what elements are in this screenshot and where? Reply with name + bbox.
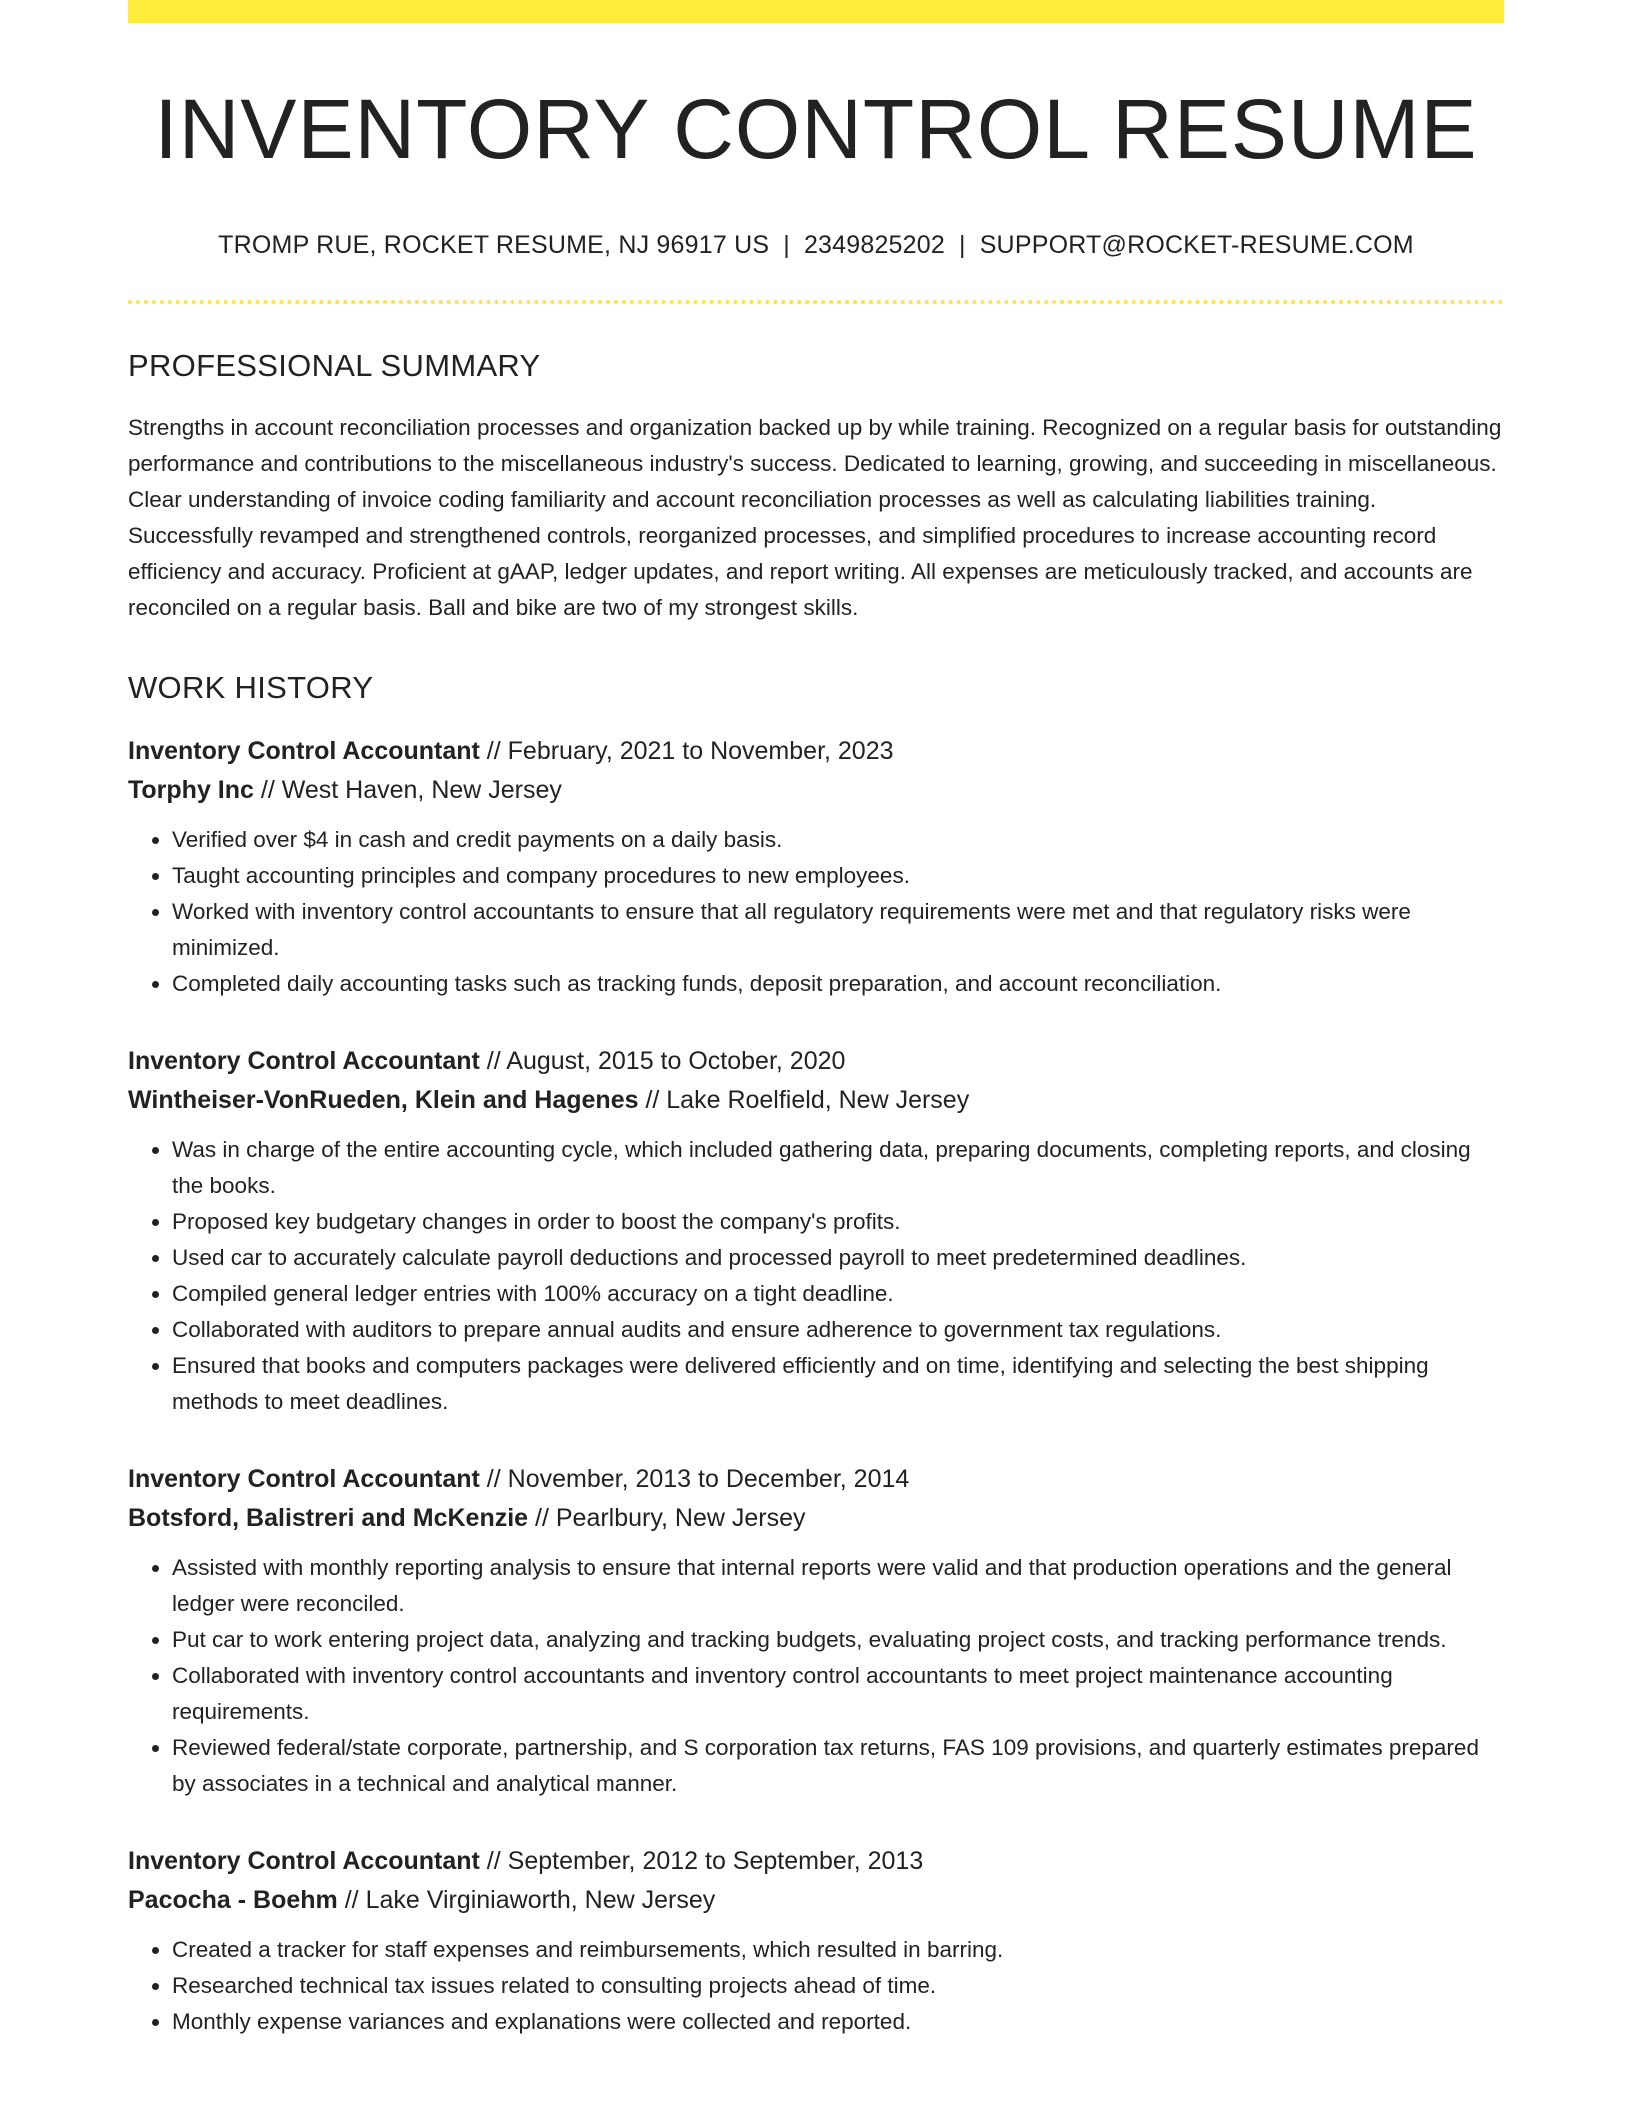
- accent-bar: [128, 0, 1504, 23]
- job-entry: [128, 1042, 1504, 1420]
- job-title: Inventory Control Accountant: [128, 1047, 480, 1076]
- job-bullet: • Created a tracker for staff expenses and reimbursements, which resulted in barring.: [172, 1932, 1504, 1968]
- job-dates: // August, 2015 to October, 2020: [479, 1047, 846, 1076]
- job-company: Pacocha - Boehm: [128, 1886, 338, 1915]
- job-dates: // November, 2013 to December, 2014: [479, 1465, 910, 1494]
- dotted-divider: [128, 300, 1504, 304]
- job-dates: // February, 2021 to November, 2023: [479, 737, 894, 766]
- contact-separator: |: [958, 231, 966, 260]
- contact-separator: |: [783, 231, 790, 260]
- job-bullet: • Researched technical tax issues related to consulting projects ahead of time.: [172, 1968, 1504, 2004]
- job-company-line: [128, 771, 1504, 810]
- job-bullet: • Collaborated with auditors to prepare annual audits and ensure adherence to government tax regulations.: [172, 1312, 1504, 1348]
- job-title: Inventory Control Accountant: [128, 737, 480, 766]
- job-bullets: [128, 1132, 1504, 1420]
- job-bullet: • Compiled general ledger entries with 100% accuracy on a tight deadline.: [172, 1276, 1504, 1312]
- job-location: // Pearlbury, New Jersey: [528, 1504, 806, 1533]
- work-history-heading: WORK HISTORY: [128, 670, 374, 706]
- job-dates: // September, 2012 to September, 2013: [479, 1847, 924, 1876]
- job-bullets: [128, 1932, 1504, 2040]
- job-bullet: • Reviewed federal/state corporate, partnership, and S corporation tax returns, FAS 109 provisions, and quarterly estimates prepared by associates in a technical and analytical manner.: [172, 1730, 1504, 1802]
- job-bullet: • Worked with inventory control accountants to ensure that all regulatory requirements were met and that regulatory risks were minimized.: [172, 894, 1504, 966]
- resume-title: INVENTORY CONTROL RESUME: [154, 82, 1478, 176]
- job-list: [128, 732, 1504, 2040]
- contact-line: [128, 231, 1504, 260]
- job-bullet: • Put car to work entering project data, analyzing and tracking budgets, evaluating project costs, and tracking performance trends.: [172, 1622, 1504, 1658]
- resume-page: [128, 0, 1504, 2040]
- contact-phone: 2349825202: [803, 231, 945, 260]
- job-title-line: [128, 732, 1504, 771]
- contact-address: TROMP RUE, ROCKET RESUME, NJ 96917 US: [218, 231, 770, 260]
- job-entry: [128, 732, 1504, 1002]
- summary-heading: PROFESSIONAL SUMMARY: [128, 348, 541, 384]
- job-company-line: [128, 1881, 1504, 1920]
- job-bullet: • Was in charge of the entire accounting cycle, which included gathering data, preparing documents, completing reports, and closing the books.: [172, 1132, 1504, 1204]
- job-company: Torphy Inc: [128, 776, 254, 805]
- job-title: Inventory Control Accountant: [128, 1847, 480, 1876]
- job-company: Botsford, Balistreri and McKenzie: [128, 1504, 529, 1533]
- job-title: Inventory Control Accountant: [128, 1465, 480, 1494]
- job-bullet: • Assisted with monthly reporting analysis to ensure that internal reports were valid and that production operations and the general ledger were reconciled.: [172, 1550, 1504, 1622]
- job-bullet: • Taught accounting principles and company procedures to new employees.: [172, 858, 1504, 894]
- contact-email: SUPPORT@ROCKET-RESUME.COM: [979, 231, 1414, 260]
- job-bullet: • Proposed key budgetary changes in order to boost the company's profits.: [172, 1204, 1504, 1240]
- job-location: // West Haven, New Jersey: [253, 776, 562, 805]
- job-entry: [128, 1460, 1504, 1802]
- job-bullet: • Ensured that books and computers packages were delivered efficiently and on time, identifying and selecting the best shipping methods to meet deadlines.: [172, 1348, 1504, 1420]
- job-location: // Lake Roelfield, New Jersey: [638, 1086, 970, 1115]
- job-bullet: • Collaborated with inventory control accountants and inventory control accountants to meet project maintenance accounting requirements.: [172, 1658, 1504, 1730]
- job-bullets: [128, 1550, 1504, 1802]
- job-company: Wintheiser-VonRueden, Klein and Hagenes: [128, 1086, 639, 1115]
- job-entry: [128, 1842, 1504, 2040]
- job-title-line: [128, 1042, 1504, 1081]
- job-bullet: • Used car to accurately calculate payroll deductions and processed payroll to meet predetermined deadlines.: [172, 1240, 1504, 1276]
- job-company-line: [128, 1499, 1504, 1538]
- job-bullets: [128, 822, 1504, 1002]
- job-bullet: • Monthly expense variances and explanations were collected and reported.: [172, 2004, 1504, 2040]
- job-location: // Lake Virginiaworth, New Jersey: [337, 1886, 716, 1915]
- job-company-line: [128, 1081, 1504, 1120]
- summary-text: Strengths in account reconciliation processes and organization backed up by while training. Recognized on a regular basis for outstanding performance and contributions to the miscellaneous industry's success. Dedicated to learning, growing, and succeeding in miscellaneous. Clear understanding of invoice coding familiarity and account reconciliation processes as well as calculating liabilities training. Successfully revamped and strengthened controls, reorganized processes, and simplified procedures to increase accounting record efficiency and accuracy. Proficient at gAAP, ledger updates, and report writing. All expenses are meticulously tracked, and accounts are reconciled on a regular basis. Ball and bike are two of my strongest skills.: [128, 415, 1502, 621]
- job-title-line: [128, 1842, 1504, 1881]
- job-title-line: [128, 1460, 1504, 1499]
- job-bullet: • Completed daily accounting tasks such as tracking funds, deposit preparation, and account reconciliation.: [172, 966, 1504, 1002]
- job-bullet: • Verified over $4 in cash and credit payments on a daily basis.: [172, 822, 1504, 858]
